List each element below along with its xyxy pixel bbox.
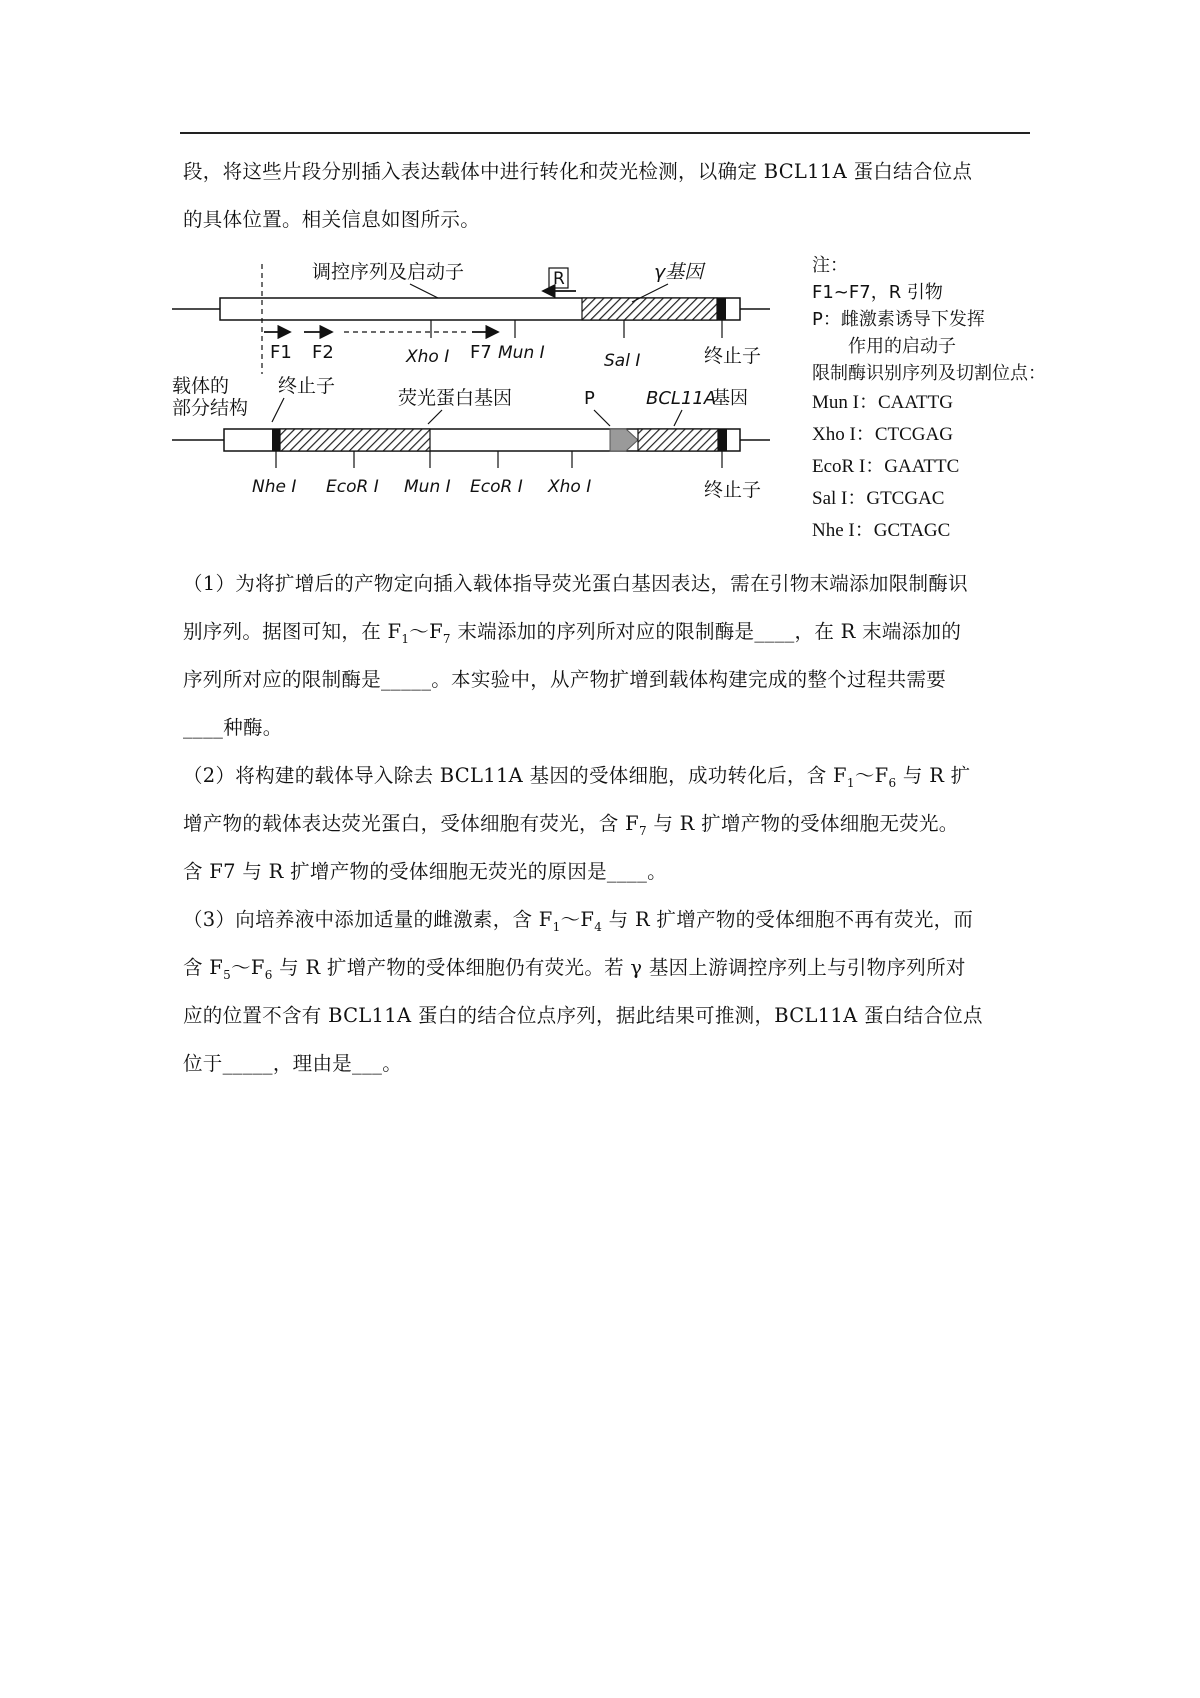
label-xho-top: Xho I (406, 347, 450, 367)
intro-line-2: 的具体位置。相关信息如图所示。 (183, 208, 481, 231)
note-primers: F1~F7，R 引物 (812, 282, 943, 303)
enzyme-row: Mun I：CAATTG (812, 392, 953, 413)
intro-paragraph (183, 148, 1033, 244)
label-F7: F7 (470, 342, 492, 363)
label-ecor-1: EcoR I (326, 477, 379, 497)
vector-terminator-right (718, 429, 727, 451)
q3-line-c: 应的位置不含有 BCL11A 蛋白的结合位点序列，据此结果可推测，BCL11A 蛋白结合位点 (183, 1004, 983, 1027)
label-vector: 载体的 (172, 375, 230, 397)
label-fluor-gene: 荧光蛋白基因 (398, 387, 513, 409)
note-enzymes-heading: 限制酶识别序列及切割位点： (812, 363, 1046, 384)
q3-line-a: （3）向培养液中添加适量的雌激素，含 $F_1\sim F_4$ 与 R 扩增产物的受体细胞不再有荧光，而 (183, 908, 974, 934)
q1-line-c: 序列所对应的限制酶是_____。本实验中，从产物扩增到载体构建完成的整个过程共需要 (183, 668, 947, 691)
label-F2: F2 (312, 342, 334, 363)
enzyme-row: Nhe I：GCTAGC (812, 520, 951, 541)
enzyme-row: EcoR I：GAATTC (812, 456, 960, 477)
label-terminator-bottom: 终止子 (704, 479, 762, 501)
label-gamma: γ基因 (654, 261, 704, 283)
label-vector-2: 部分结构 (172, 397, 249, 419)
label-regulatory: 调控序列及启动子 (312, 261, 465, 283)
note-promoter-2: 作用的启动子 (848, 336, 956, 357)
vector-terminator-left (272, 429, 280, 451)
label-bcl: BCL11A (646, 388, 717, 409)
q1-line-d: ____种酶。 (183, 716, 283, 739)
gamma-gene-block (582, 298, 717, 320)
label-bcl-gene: 基因 (712, 388, 748, 409)
fluorescent-gene-block (280, 429, 430, 451)
label-nhe: Nhe I (252, 477, 297, 497)
label-terminator-left: 终止子 (278, 375, 336, 397)
top-terminator-block (717, 298, 726, 320)
note-promoter: P：雌激素诱导下发挥 (812, 309, 985, 330)
label-F1: F1 (270, 342, 292, 363)
label-terminator-top: 终止子 (704, 345, 762, 367)
label-mun-bottom: Mun I (404, 477, 451, 497)
q1-line-a: （1）为将扩增后的产物定向插入载体指导荧光蛋白基因表达，需在引物末端添加限制酶识 (183, 572, 968, 595)
label-xho-bottom: Xho I (548, 477, 592, 497)
label-R: R (553, 269, 565, 289)
q3-line-d: 位于_____，理由是___。 (183, 1052, 402, 1075)
question-block (183, 560, 1033, 1088)
intro-line-1: 段，将这些片段分别插入表达载体中进行转化和荧光检测，以确定 BCL11A 蛋白结合位点 (183, 160, 973, 183)
enzyme-row: Sal I：GTCGAC (812, 488, 945, 509)
note-heading: 注： (812, 255, 848, 276)
bcl11a-gene-block (638, 429, 718, 451)
label-sal: Sal I (604, 351, 641, 371)
enzyme-row: Xho I：CTCGAG (812, 424, 953, 445)
label-mun-top: Mun I (498, 343, 545, 363)
enzyme-list (812, 387, 1122, 547)
q2-line-a: （2）将构建的载体导入除去 BCL11A 基因的受体细胞，成功转化后，含 $F_1\sim F_6$ 与 R 扩 (183, 764, 971, 790)
q3-line-b: 含 $F_5\sim F_6$ 与 R 扩增产物的受体细胞仍有荧光。若 γ 基因上游调控序列上与引物序列所对 (183, 956, 966, 982)
q2-line-b: 增产物的载体表达荧光蛋白，受体细胞有荧光，含 $F_7$ 与 R 扩增产物的受体细胞无荧光。 (183, 812, 959, 838)
figure-notes (812, 252, 1122, 547)
header-rule (180, 132, 1030, 134)
q2-line-c: 含 F7 与 R 扩增产物的受体细胞无荧光的原因是____。 (183, 860, 667, 883)
label-P: P (584, 388, 595, 409)
q1-line-b: 别序列。据图可知，在 $F_1\sim F_7$ 末端添加的序列所对应的限制酶是____，在 R 末端添加的 (183, 620, 962, 646)
label-ecor-2: EcoR I (470, 477, 523, 497)
